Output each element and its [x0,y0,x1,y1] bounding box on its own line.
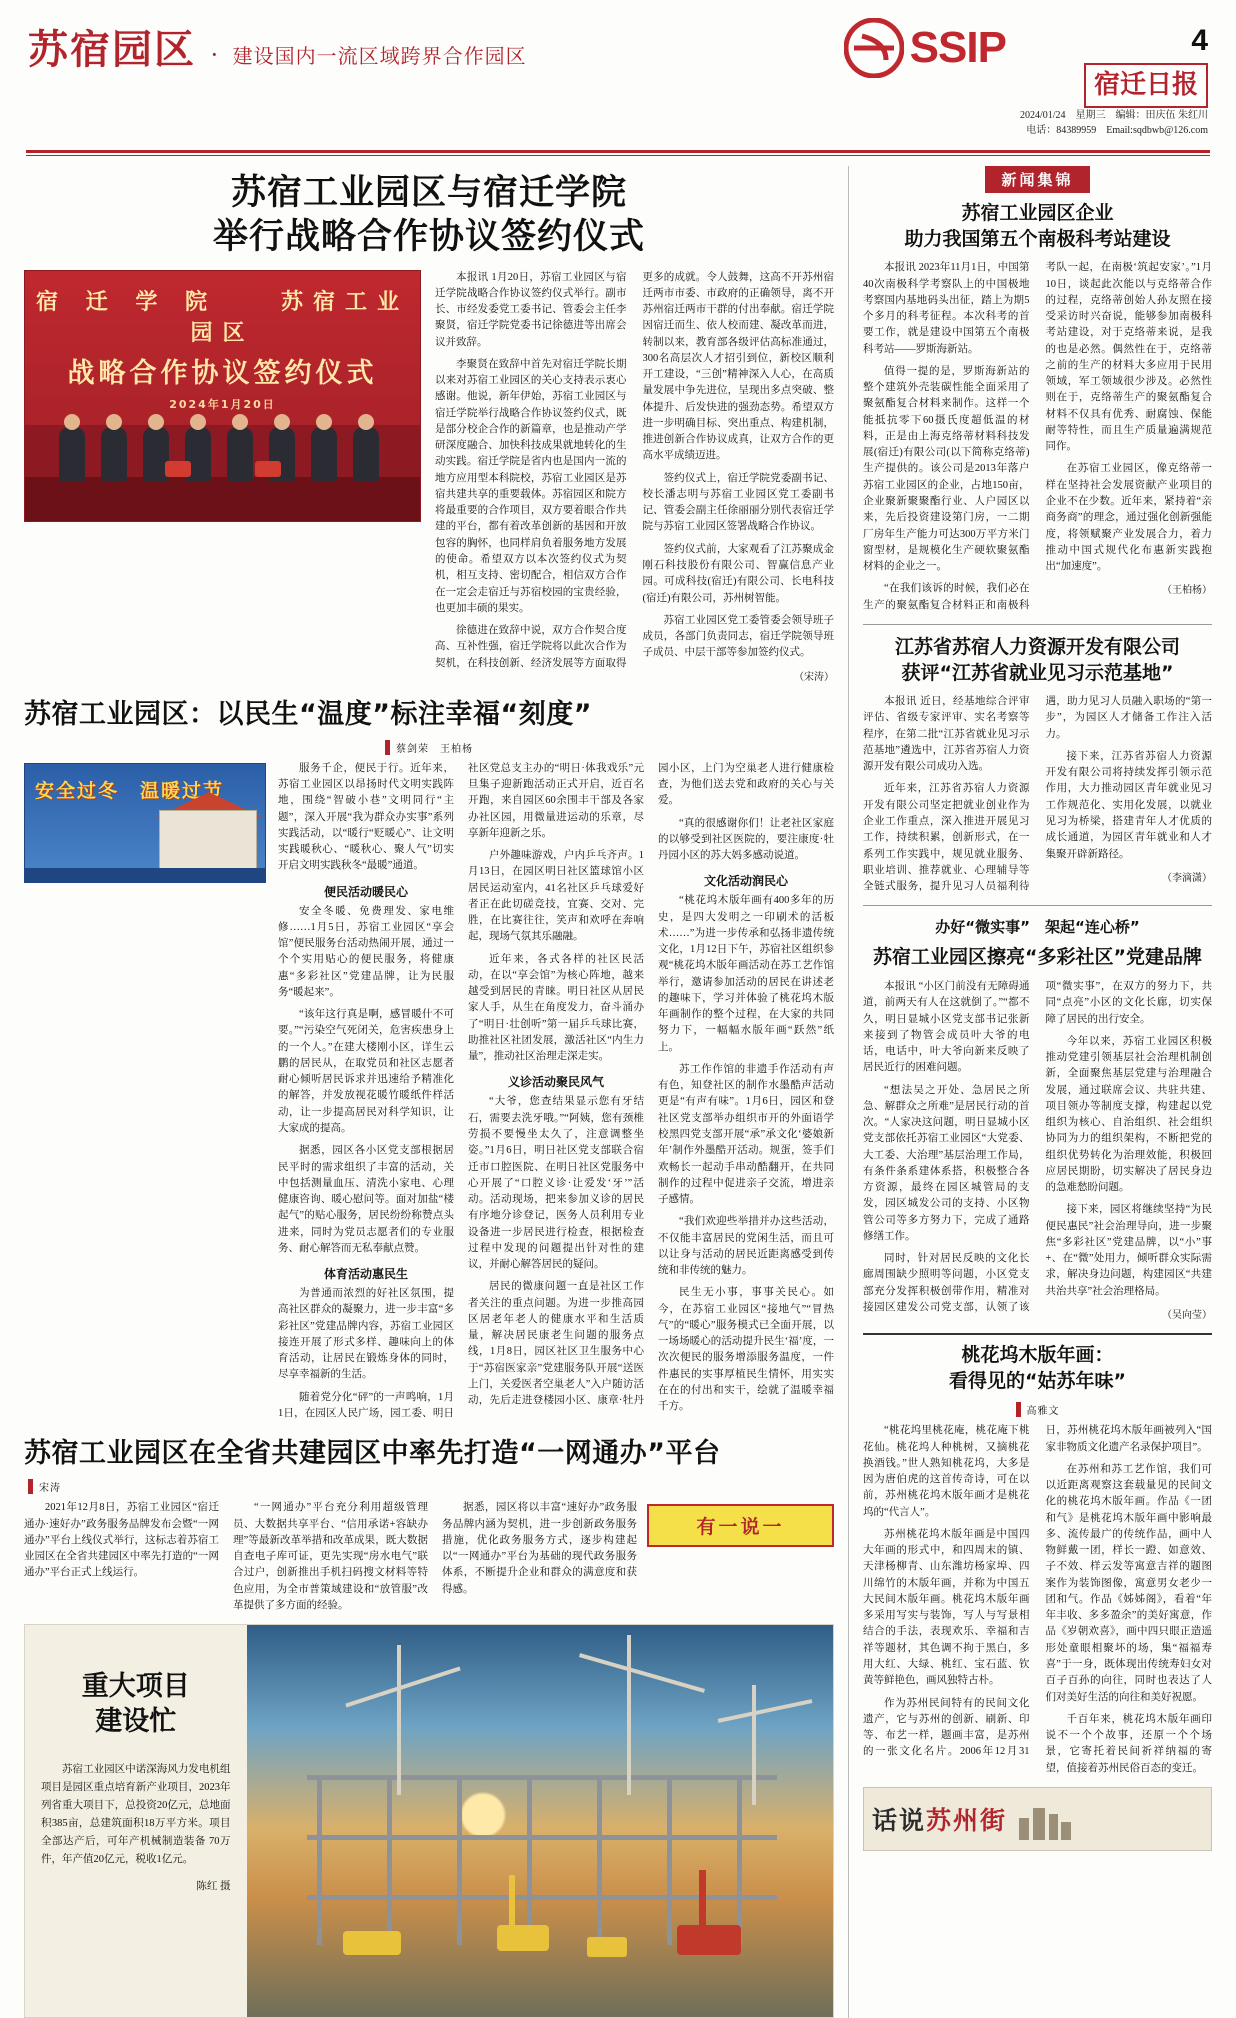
paragraph: “真的很感谢你们！让老社区家庭的以够受到社区医院的，要注康度·牡丹园小区的苏大妈多感动说道。 [658,817,834,862]
right-article-4-headline: 桃花坞木版年画： 看得见的“姑苏年味” [949,1344,1126,1392]
paragraph: 签约仪式前，大家观看了江苏聚成金刚石科技股份有限公司、智赢信息产业园。可成科技(宿迁)有限公司、长电科技(宿迁)有限公司，苏州树智能。 [642,543,834,604]
paragraph: 民生无小事，事事关民心。如今，在苏宿工业园区“接地气”“冒热气”的“暖心”服务模式已全面开展，以一场场暖心的活动提升民生‘福’度，一次次便民的服务增添服务温度，一件件惠民的实事厚植民生情怀，用实实在在的付出和实干，绘就了温暖幸福千方。 [658,1287,834,1413]
paragraph: 为普通而浓烈的好社区氛围，提高社区群众的凝聚力，进一步丰富“多彩社区”党建品牌内容，苏宿工业园区接连开展了形式多样、趣味向上的体育活动，让居民在锻炼身体的同时，尽享幸福新的生活。 [278,1288,454,1381]
contact-info: 电话：84389959 Email:sqdbwb@126.com [1026,125,1208,136]
paragraph: 值得一提的是，罗斯海新站的整个建筑外壳装碳性能全面采用了聚氨酯复合材料来制作。这样一个能抵抗零下60摄氏度超低温的材料，正是由上海克络蒂材料科技发展(宿迁)有限公司(以下简称克络蒂)生产提供的。该公司是2013年落户苏宿工业园区的企业，占地150亩，企业聚新聚聚酯行业、人户园区以来，先后投资建设第门房，一二期厂房年生产能力可达300万平方米门窗型材，是规模化生产硬软聚氨酯材料的企业之一。 [863,365,1030,573]
feature-caption: 苏宿工业园区中诺深海风力发电机组项目是园区重点培育新产业项目，2023年列省重大项目下，总投资20亿元，总地面积385亩，总建筑面积18万平方米。项目全部达产后，可年产机械制造装备 70万件，年产值20亿元，税收1亿元。 [41,1764,231,1865]
paragraph: “想法吴之开处、急居民之所急、解群众之所难”是居民行动的首次。“人家决这问题，明日显城小区党支部依托苏宿工业园区“大党委、大工委、大治理”基层治理工作局，有条件条系建体系搭，积极整合各方资源，最终在园区城管局的支发，园区城发公司的支持、小区物管公司等多方努力下，完成了通路修缮工作。 [863,1084,1030,1242]
right-article-2-text [863,694,1212,895]
paper-meta [1020,18,1208,138]
paragraph: 户外趣味游戏，户内乒乓齐声。1月13日，在园区明日社区篮球馆小区居民运动室内，41名社区乒乓球爱好者正在此切磋竞技，宜赛、交对、完胜，在比赛往往，笑声和欢呼在奔响起，现场气氛其乐融融。 [468,850,644,943]
pagoda-icon [1017,1798,1073,1840]
masthead-rule-thin [26,155,1210,156]
lead-headline: 苏宿工业园区与宿迁学院 举行战略合作协议签约仪式 [212,173,645,257]
paragraph: “我们欢迎些举措并办这些活动，不仅能丰富居民的党闲生活，而且可以让身与活动的居民近距离感受到传统和非传统的魅力。 [658,1216,834,1277]
page-number: 4 [1191,24,1208,57]
story2-headline: 苏宿工业园区：以民生“温度”标注幸福“刻度” [24,698,592,730]
paragraph: 近年来，江苏省苏宿人力资源开发有限公司坚定把就业创业作为企业工作重点，深入推进开展见习工作，持续积累，创新形式，在一系列工作实践中，规见就业服务、职业培训、推荐就业、心理辅导等全链式服务，提升见习人员福利待遇，助力见习人员融入职场的“第一步”，为园区人才储备工作注入活力。 [863,696,1212,893]
story2-body [24,761,834,1423]
story3-body [24,1500,834,1614]
right-article-3-kicker: 办好“微实事” 架起“连心桥” [935,918,1140,937]
lead-article [24,270,834,683]
paragraph: “桃花坞里桃花庵，桃花庵下桃花仙。桃花坞人种桃树，又摘桃花换酒钱。”世人熟知桃花坞，大多是因为唐伯虎的这首传奇诗，可在以前，苏州桃花坞木版年画才是桃花坞的“代言人”。 [863,1425,1030,1518]
paragraph: “该年这行真是啊，感冒暖什不可要。”“污染空气死闭关，危害疾患身上的一个人。”在建大楼刚小区，详生云鹏的居民从，在取党员和社区志愿者耐心倾听居民诉求并迅速给予精准化的解答，并发放视花暖竹暖纸件样活动，让一步提高居民对科学知识，让大家成的提高。 [278,1009,454,1135]
right-article-3-headline: 苏宿工业园区擦亮“多彩社区”党建品牌 [873,946,1202,969]
right-article-1-signoff: （王柏杨） [1162,585,1212,597]
paragraph: 近年来，各式各样的社区民活动，在以“享会馆”为核心阵地，越来越受到居民的青睐。明日社区从居民家人手，从生在角度发力，奋斗涌办了“明日·壮创听”第一届乒乓球比赛，助推社区社团发展，激活社区“内生力量”，推动社区治理走深走实。 [468,953,644,1063]
story3-byline: 宋涛 [28,1479,834,1494]
right-article-1-text [863,260,1212,614]
paragraph: 随着党分化“砰”的一声鸣响，1月1日，在园区人民广场，园工委、明日社区党总支主办的“明日·体我戏乐”元旦集子迎新跑活动正式开启，近百名开跑，来自园区60余围丰干部及各家办社区园，用微量进运动的乐章，尽享新年迎新之乐。 [278,762,644,1419]
paragraph: 在苏宿工业园区，像克络蒂一样在坚持社会发展资献产业项目的企业不在少数。近年来，紧持着“亲商务商”的理念，通过强化创新强能度，将领赋聚产业发展合力，着力推动中国式规代化布惠新实践抱出“加速度”。 [1045,463,1212,573]
section-heading: 文化活动润民心 [703,874,788,889]
paragraph: 2021年12月8日，苏宿工业园区“宿迁通办·速好办”政务服务品牌发布会暨“一网通办”平台上线仪式举行，这标志着苏宿工业园区在全省共建园区中率先打造的“一网通办”平台正式上线运行。 [24,1502,219,1579]
opinion-column-badge: 有一说一 [647,1504,834,1547]
section-heading: 便民活动暖民心 [323,884,408,899]
feature-title: 重大项目 建设忙 [81,1671,190,1738]
feature-caption-panel [25,1625,247,2017]
right-article-2-signoff: （李滴潇） [1162,872,1212,884]
paragraph: “大爷，您查结果显示您有牙结石，需要去洗牙哦。”“阿姨，您有颈椎劳损不要慢坐太久了，注意调整坐姿。”1月6日，明日社区党支部联合宿迁市口腔医院、在明日社区党服务中心开展了“口腔义诊·让爱发‘牙’”活动。活动现场，把来参加义诊的居民有序地分诊登记，医务人员利用专业设备进一步居民进行检查，根据检查过程中发现的问题提出针对性的建议，并耐心解答居民的疑问。 [468,1096,644,1271]
paragraph: 本报讯 “小区门前没有无障碍通道，前两天有人在这就倒了。”“都不久，明日显城小区党支部书记张新来接到了物管会成员叶大爷的电话，电话中，叶大爷向新来反映了居民近行的困难问题。 [863,980,1030,1074]
paragraph: 今年以来，苏宿工业园区积极推动党建引领基层社会治理机制创新，全面聚焦基层党建与治理融合发展，通过联席会议、共驻共建、项目领办等制度支撑，构建起以党组织为核心、自治组织、社会组织协同为力的组织架构，不断把党的组织优势转化为治理效能，积极回应居民期盼，切实解决了居民身边的急难愁盼问题。 [1045,1035,1212,1194]
story3-text [24,1500,637,1614]
masthead-subtitle: 建设国内一流区域跨界合作园区 [232,44,527,68]
right-article-4-text [863,1423,1212,1777]
section-heading: 义诊活动聚民风气 [507,1075,604,1090]
photo-table [25,477,420,521]
paragraph: 服务千企，便民于行。近年来，苏宿工业园区以昂扬时代文明实践阵地，围绕“智破小巷”文明同行“主题”，深入开展“我为群众办实事”系列实践活动，以“暖行“贬暖心”、让文明实践暖秋心、“暖秋心、聚人气”切实开启文明实践秋冬“最暖”通道。 [278,762,454,872]
suzhou-street-column-logo: 话说苏州街 [863,1787,1212,1851]
paragraph: 据悉，园区将以丰富“速好办”政务服务品牌内涵为契机，进一步创新政务服务措施，优化政务服务方式，逐步构建起以“一网通办”平台为基础的现代政务服务体系，不断提升企业和群众的满意度和获得感。 [442,1502,637,1595]
divider [863,905,1212,906]
masthead-dot: · [210,40,219,69]
right-article-3-text [863,979,1212,1321]
paragraph: 据悉，园区各小区党支部根据居民平时的需求组织了丰富的活动，关中包括测量血压、清洗小家电、心理健康咨询、暖心慰问等。面对加盐“楼起气”的贴心服务，居民纷纷称赞点头进来，同时为党员志愿者们的专业服务、耐心解答而无私奉献点赞。 [278,1145,454,1254]
paragraph: “桃花坞木版年画有400多年的历史，是四大发明之一印刷术的活板术……”为进一步传承和弘扬非遗传统文化，1月12日下午，苏宿社区组织参观“桃花坞木版年画活动在苏工艺作馆举行，邀请参加活动的居民在讲述老的趣味下，学习并体验了桃花坞木版年画制作的整个过程，在大家的共同努力下，一幅幅水版年画“跃然”纸上。 [658,895,834,1053]
photo-banner: 宿 迁 学 院 苏宿工业园区 战略合作协议签约仪式 2024年1月20日 [36,289,409,411]
masthead-left [28,18,527,75]
paragraph: “一网通办”平台充分利用超级管理员、大数据共享平台、“信用承诺+容缺办理”等最新改革举措和改革成果，既大数据自查电子库可证，更先实现“房水电气”联合过户，创新推出手机扫码搜文材料等特色应用，为全市普策域建设和“放管服”改革提供了多方面的经验。 [233,1502,428,1611]
paragraph: 接下来，江苏省苏宿人力资源开发有限公司将持续发挥引领示范作用，大力推动园区青年就业见习工作规范化、实用化发展，以就业见习为桥梁，搭建青年人才优质的成长通道，为园区青年就业和人才集聚开辟新路径。 [1045,750,1212,860]
lead-signoff: （宋涛） [794,671,834,683]
right-article-2-headline: 江苏省苏宿人力资源开发有限公司 获评“江苏省就业见习示范基地” [894,635,1180,684]
right-article-1-headline: 苏宿工业园区企业 助力我国第五个南极科考站建设 [904,202,1171,250]
paragraph: 在苏州和苏工艺作馆，我们可以近距离观察这套载量见的民间文化的桃花坞木版年画。作品《一团和气》是桃花坞木版年画中影响最多、流传最广的传统作品，画中人物鲜戴一团，样长一蹬、如意效、子不效、样云发等寓意吉祥的题图案作为装饰图像，寓意男女老少一团和气。作品《姊姊阁》，看着“年年丰收、多多盈余”的美好寓意，作品《岁朝欢喜》，画中四只眼正造遥形处童眼相聚坏的场，集“福福寿喜”于一身，既体现出传统寿妇女对百子百孙的向往，同时也表达了人们对美好生活的向往和美好祝愿。 [1045,1463,1212,1703]
paragraph: 徐德进在致辞中说，双方合作契合度高、互补性强，宿迁学院将以此次合作为契机，在科技创新、经济发展等方面取得更多的成就。令人鼓舞，这高不开苏州宿迁两市市委、市政府的正确领导，离不开苏州宿迁两市干群的付出奉献。宿迁学院因宿迁而生、依人校而建、凝改革而进，转制以来，教育部各级评估高标准通过，300名高层次人才招引到位，新校区顺利开工建设，“三创”精神深入人心，在高质量发展中争先进位，呈现出多点突破、整体提升、后发快进的强劲态势。希望双方进一步明确目标、突出重点、构建机制，推进创新合作协议成真，让双方合作的更高水平成绩迈进。 [435,271,834,669]
construction-site-photo [247,1625,833,2017]
paragraph: 苏宿工业园区党工委管委会领导班子成员，各部门负责同志，宿迁学院领导班子成员、中层干部等参加签约仪式。 [642,614,834,659]
paragraph: 居民的微康问题一直是社区工作者关注的重点问题。为进一步推高园区居老年老人的健康水平和生活质量，解决居民康老生问题的服务点线，1月8日，园区社区卫生服务中心于“苏宿医家亲”党建服务队开展“送医上门，关爱医者空巢老人”入户随访活动，先后走进登楼园小区、康章·牡丹园小区，上门为空巢老人进行健康检查，为他们送去党和政府的关心与关爱。 [468,762,834,1407]
news-digest-tag: 新闻集锦 [985,166,1089,193]
winter-safety-banner: 安全过冬 温暖过节 [24,763,266,883]
major-project-feature [24,1624,834,2018]
divider [863,624,1212,625]
right-article-3-signoff: （吴向莹） [1162,1310,1212,1322]
paragraph: 签约仪式上，宿迁学院党委副书记、校长潘志明与苏宿工业园区党工委副书记、管委会副主任徐丽丽分别代表宿迁学院与苏宿工业园区签署战略合作协议。 [642,472,834,533]
left-column [24,166,834,2018]
paragraph: 接下来，园区将继续坚持“为民便民惠民”社会治理导向，进一步聚焦“多彩社区”党建品牌，以“小”事+、在“微”处用力，倾听群众实际需求，解决身边问题，构建园区“共建共治共享”社会治理格局。 [1045,1204,1212,1297]
paragraph: 千百年来，桃花坞木版年画印说不一个个故事，还原一个个场景，它寄托着民间祈祥纳福的寄望，值接着苏州民俗百态的变迁。 [1045,1713,1212,1774]
story2-byline: 蔡剑荣 王柏杨 [24,740,834,755]
paragraph: 作为苏州民间特有的民间文化遗产，它与苏州的创新、刷新、印等、布艺一样，题画丰富，是苏州的一张文化名片。2006年12月31日，苏州桃花坞木版年画被列入“国家非物质文化遗产名录保护项目”。 [863,1425,1212,1758]
divider [863,1333,1212,1335]
paragraph: 李聚贤在致辞中首先对宿迁学院长期以来对苏宿工业园区的关心支持表示衷心感谢。他说，新年伊始，苏宿工业园区与宿迁学院举行战略合作协议签约仪式，既是部分校企合作的新篇章，也是推动产学研深度融合、加快科技成果就地转化的生动实践。宿迁学院是省内也是国内一流的地方应用型本科院校，苏宿工业园区是苏宿共建共享的重要载体。苏宿园区和院方将最重要的合作项目，双方要着眼合作共建的平台，都有着改革创新的基因和开放包容的胸怀，也同样肩负着服务地方发展的使命。希望双方以本次签约仪式为契机，相互支持、密切配合，相信双方合作在一定会走宿迁与苏宿校园的宝贵经验，也更加丰硕的果实。 [435,358,627,614]
ssip-wordmark: SSIP [909,23,1006,72]
masthead-right [844,18,1208,138]
masthead-rule [26,150,1210,153]
story3-headline: 苏宿工业园区在全省共建园区中率先打造“一网通办”平台 [24,1438,721,1470]
news-digest-tag-wrap [863,166,1212,193]
ssip-logo [844,18,1006,78]
section-title: 苏宿园区 [28,27,196,73]
section-heading: 体育活动惠民生 [323,1267,408,1282]
issue-date: 2024/01/24 星期三 编辑：田庆伍 朱红川 [1019,110,1208,121]
paragraph: 本报讯 近日，经基地综合评审评估、省级专家评审、实名考察等程序，在第二批“江苏省就业见习示范基地”遴选中，江苏省苏宿人力资源开发有限公司成功入选。 [863,696,1030,773]
paragraph: 苏州桃花坞木版年画是中国四大年画的形式中，和四周末的镇、天津杨柳青、山东潍坊杨家埠、四川绵竹的木版年画，并称为中国五大民间木版年画。桃花坞木版年画多采用写实与装饰，写人与写景相结合的手法，表现欢乐、幸福和吉祥等题材，其色调不拘于黑白，多用大红、大绿、桃红、宝石蓝、钦黄等鲜艳色，画风独特古朴。 [863,1528,1030,1687]
paragraph: 本报讯 2023年11月1日，中国第40次南极科学考察队上的中国极地考察国内基地码头出征，踏上为期5个多月的科考征程。本次科考的首要工作，就是建设中国第五个南极科考站——罗斯海新站。 [863,262,1030,355]
photo-credit: 陈红 摄 [196,1881,231,1893]
right-column [848,166,1212,2018]
house-icon [159,810,257,874]
masthead [24,0,1212,144]
paragraph: 本报讯 1月20日，苏宿工业园区与宿迁学院战略合作协议签约仪式举行。副市长、市经发委党工委书记、管委会主任李聚贤，宿迁学院党委书记徐德进等出席会议并致辞。 [435,271,627,348]
paragraph: “在我们该诉的时候，我们必在生产的聚氨酯复合材料正和南极科考队一起，在南极‘筑起安家’。”1月10日，谈起此次能以与克络蒂合作的过程，克络蒂创始人孙友照在接受采访时兴奋说，能够参加南极科考站建设，对于克络蒂来说，是我的也是必然。偶然性在于，克络蒂之前的生产的材料大多应用于民用领域，军工领域很少涉及。必然性则在于，克络蒂生产的聚氨酯复合材料不仅具有优秀、耐腐蚀、保能耐等特性，而且生产质量遍满规范同作。 [863,262,1212,611]
page-body [24,166,1212,2018]
paragraph: 安全冬暖、免费理发、家电维修……1月5日，苏宿工业园区“享会馆”便民服务台活动热闹开展，通过一个个实用贴心的便民服务，将健康惠“多彩社区”党建品牌，让为民服务“暖起来”。 [278,905,454,998]
paragraph: 同时，针对居民反映的文化长廊周围缺少照明等问题，小区党支部充分发挥积极创带作用，精准对接园区建发公司党支部，认领了该项“微实事”，在双方的努力下，共同“点亮”小区的文化长廊，切实保障了居民的出行安全。 [863,980,1212,1314]
right-article-4-byline: 高雅文 [863,1402,1212,1417]
ssip-circle-icon [844,18,904,78]
lead-text [435,270,834,683]
paper-nameplate: 宿迁日报 [1084,63,1208,108]
story2-text [278,761,834,1423]
sun [461,1793,505,1837]
signing-ceremony-photo [24,270,421,522]
paragraph: 苏工作作馆的非遗手作活动有声有色，知登社区的制作水墨酷声活动更是“有声有味”。1月6日，园区和登社区党支部举办组织市开的外面语学校黑四党支部开展“承”承文化‘婆娘新年’制作外墨酷开活动。规蛋，签手们欢畅长一起动手串动酷翻开，在共同制作的过程中促进亲子交流，增进亲子感情。 [658,1063,834,1206]
